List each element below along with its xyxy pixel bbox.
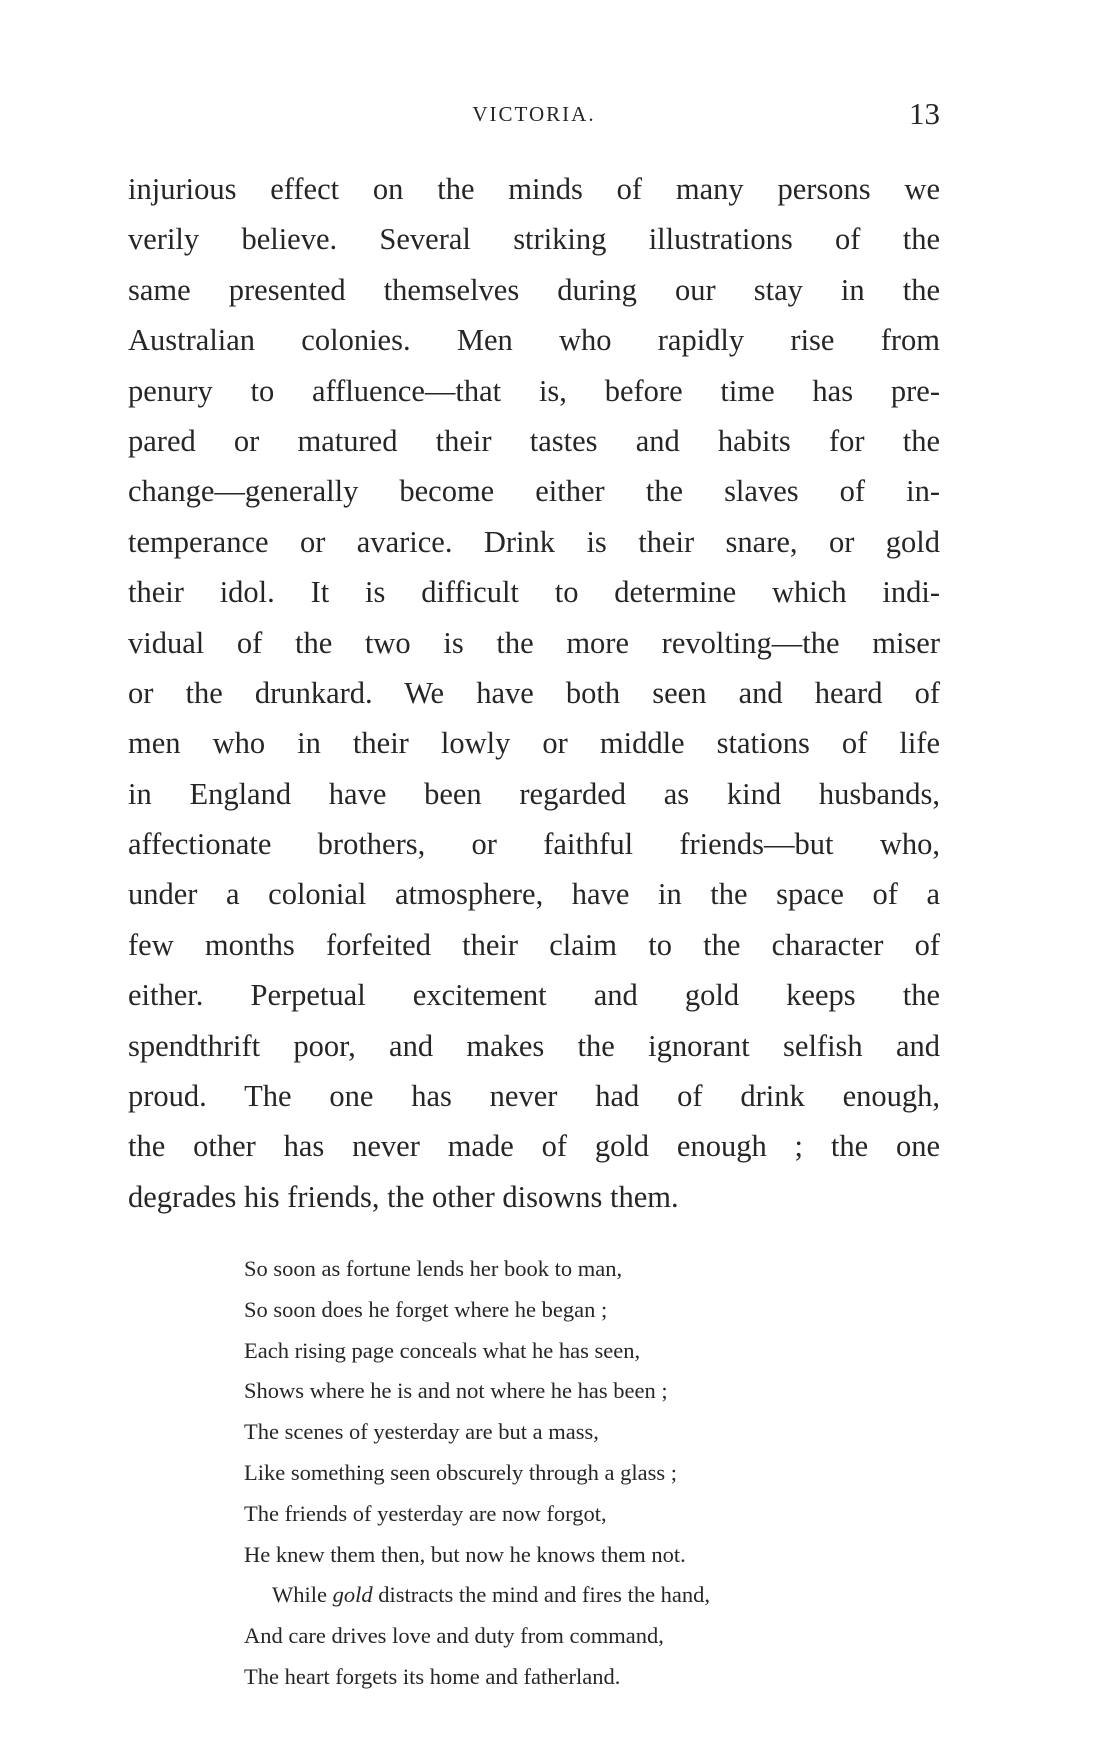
prose-line: verily believe. Several striking illustrations of the	[128, 222, 940, 257]
poem-line: He knew them then, but now he knows them not.	[244, 1541, 686, 1567]
prose-line: under a colonial atmosphere, have in the space of a	[128, 877, 940, 912]
poem-line	[244, 1575, 884, 1616]
prose-line: same presented themselves during our stay in the	[128, 272, 940, 307]
poem-quotation	[244, 1249, 884, 1698]
prose-line: few months forfeited their claim to the character of	[128, 927, 940, 962]
poem-line: Each rising page conceals what he has seen,	[244, 1337, 641, 1363]
prose-line: affectionate brothers, or faithful friends—but who,	[128, 827, 940, 862]
prose-line: pared or matured their tastes and habits for the	[128, 423, 940, 458]
prose-line: Australian colonies. Men who rapidly rise from	[128, 323, 940, 358]
prose-line: spendthrift poor, and makes the ignorant selfish and	[128, 1028, 940, 1063]
poem-line: And care drives love and duty from command,	[244, 1623, 664, 1649]
prose-line: either. Perpetual excitement and gold keeps the	[128, 978, 940, 1013]
prose-line: proud. The one has never had of drink enough,	[128, 1079, 940, 1114]
poem-line: So soon as fortune lends her book to man,	[244, 1256, 623, 1281]
poem-line: The heart forgets its home and fatherland.	[244, 1663, 621, 1689]
prose-line: injurious effect on the minds of many persons we	[128, 172, 940, 206]
page-header	[128, 96, 940, 136]
prose-line: or the drunkard. We have both seen and heard of	[128, 675, 940, 710]
prose-line: vidual of the two is the more revolting—the miser	[128, 625, 940, 660]
prose-line: their idol. It is difficult to determine which indi-	[128, 575, 940, 610]
prose-line: temperance or avarice. Drink is their snare, or gold	[128, 524, 940, 559]
prose-line: the other has never made of gold enough ; the one	[128, 1129, 940, 1164]
prose-line: change—generally become either the slaves of in-	[128, 474, 940, 509]
poem-line: So soon does he forget where he began ;	[244, 1296, 608, 1322]
poem-line-end: distracts the mind and fires the hand,	[372, 1582, 711, 1608]
prose-line: in England have been regarded as kind husbands,	[128, 776, 940, 811]
prose-line: penury to affluence—that is, before time has pre-	[128, 373, 940, 408]
poem-line: Shows where he is and not where he has been ;	[244, 1378, 668, 1404]
poem-line: The friends of yesterday are now forgot,	[244, 1500, 607, 1526]
page-number: 13	[909, 96, 940, 131]
italic-word: gold	[332, 1582, 373, 1608]
poem-line-start: While	[272, 1582, 333, 1608]
prose-line: degrades his friends, the other disowns them.	[128, 1179, 679, 1214]
prose-paragraph	[128, 164, 940, 1222]
prose-line: men who in their lowly or middle stations of life	[128, 726, 940, 761]
running-head: VICTORIA.	[472, 102, 596, 126]
poem-line: Like something seen obscurely through a glass ;	[244, 1459, 678, 1485]
poem-line: The scenes of yesterday are but a mass,	[244, 1419, 599, 1445]
